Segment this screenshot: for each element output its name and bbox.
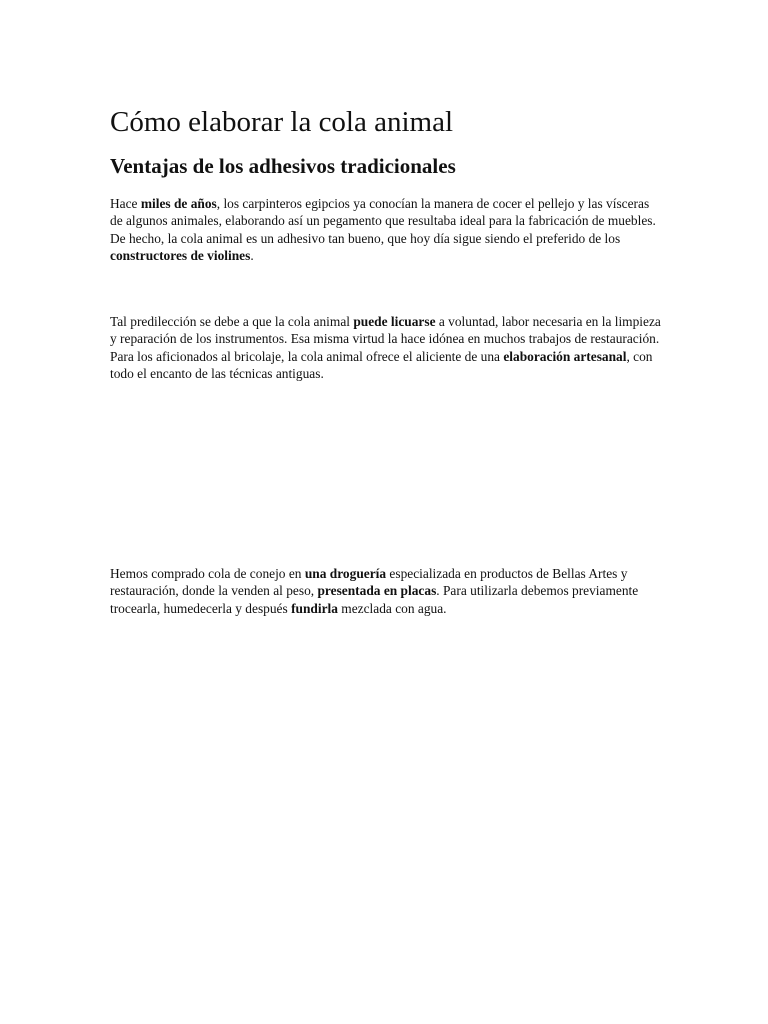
paragraph-3-run-7: mezclada con agua. (337, 600, 447, 616)
paragraph-1-run-5: . (250, 248, 254, 264)
paragraph-3-run-3: especializada en productos de Bellas Artes y restauración, donde la venden al peso, (110, 566, 628, 599)
page-title: Cómo elaborar la cola animal (110, 106, 454, 138)
paragraph-2-bold-elaboracion: elaboración artesanal (503, 348, 627, 364)
paragraph-3-run-5: . Para utilizarla debemos previamente trocearla, humedecerla y después (110, 583, 639, 616)
paragraph-1-bold-miles: miles de años (140, 196, 217, 211)
paragraph-1-run-3: , los carpinteros egipcios ya conocían la manera de cocer el pellejo y las vísceras de algunos animales, elaborando así un pegamento que resultaba ideal para la fabricación de muebles. De hecho, la cola animal es un adhesivo tan bueno, que hoy día sigue siendo el preferido de los (110, 196, 656, 246)
paragraph-2-run-3: a voluntad, labor necesaria en la limpieza y reparación de los instrumentos. Esa misma virtud la hace idónea en muchos trabajos de restauración. Para los aficionados al bricolaje, la cola animal ofrece el aliciente de una (110, 314, 661, 364)
paragraph-3 (110, 565, 662, 617)
section-subtitle: Ventajas de los adhesivos tradicionales (110, 154, 456, 178)
paragraph-1 (110, 195, 662, 265)
paragraph-3-run-1: Hemos comprado cola de conejo en (110, 566, 305, 581)
paragraph-1-bold-constructores: constructores de violines (110, 248, 251, 264)
paragraph-2-run-1: Tal predilección se debe a que la cola animal (110, 314, 354, 329)
paragraph-2-run-5: , con todo el encanto de las técnicas antiguas. (110, 348, 653, 382)
paragraph-2-bold-licuarse: puede licuarse (353, 314, 436, 329)
paragraph-3-bold-placas: presentada en placas (317, 583, 437, 599)
paragraph-3-bold-fundirla: fundirla (291, 600, 338, 616)
paragraph-3-bold-drogueria: una droguería (304, 566, 387, 581)
paragraph-1-run-1: Hace (110, 196, 141, 211)
paragraph-2 (110, 313, 662, 383)
